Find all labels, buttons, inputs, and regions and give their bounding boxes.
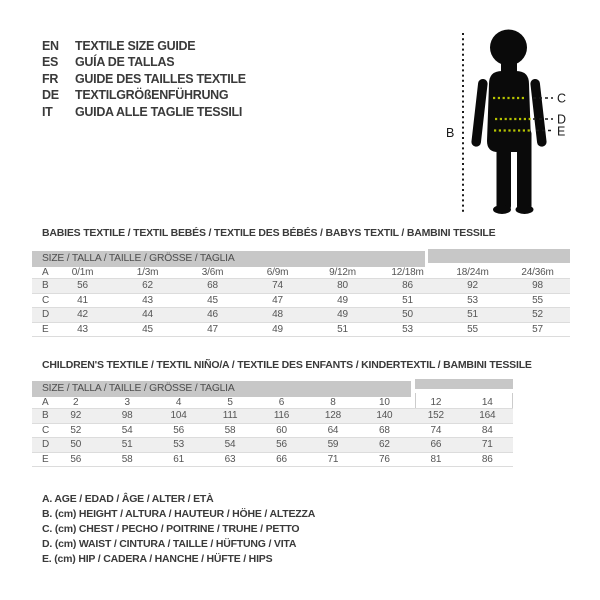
waist-label: D [557,112,567,127]
table-cell: 68 [379,424,390,436]
header-bar-right-segment [428,249,570,267]
table-cell: 50 [402,309,413,320]
language-row [42,87,246,103]
children-section-title: CHILDREN'S TEXTILE / TEXTIL NIÑO/A / TEXTILE DES ENFANTS / KINDERTEXTIL / BAMBINI TESSILE [42,359,532,371]
hip-label: E [557,124,566,139]
chest-label: C [557,91,567,106]
babies-table-header: SIZE / TALLA / TAILLE / GRÖSSE / TAGLIA [32,251,570,267]
table-cell: 128 [324,410,341,421]
table-cell: 63 [224,453,236,465]
measurement-legend [42,492,315,567]
guide-title: TEXTILGRÖßENFÜHRUNG [75,88,229,103]
table-cell: 56 [173,424,184,436]
table-cell: 98 [532,280,543,291]
table-cell: 84 [481,424,493,436]
babies-section-title: BABIES TEXTILE / TEXTIL BEBÉS / TEXTILE DES BÉBÉS / BABYS TEXTIL / BAMBINI TESSILE [42,227,496,239]
table-cell: 45 [207,294,218,306]
table-cell: 56 [276,439,287,450]
table-cell: 68 [207,280,218,291]
table-row-D [32,438,513,453]
table-cell: 50 [70,439,82,450]
table-row-B [32,279,570,294]
table-cell: 66 [430,439,442,450]
row-label: D [42,439,50,450]
row-label: B [42,410,49,421]
table-cell: 61 [173,453,184,465]
table-cell: 44 [142,309,153,320]
table-cell: 56 [70,453,82,465]
table-cell: 52 [532,309,543,320]
language-code: DE [42,88,59,103]
table-cell: 74 [430,424,442,436]
table-cell: 92 [70,410,82,421]
table-cell: 42 [77,309,88,320]
table-cell: 1/3m [136,267,159,278]
table-cell: 56 [77,280,88,291]
row-label: E [42,323,49,335]
table-row-A [32,267,570,279]
guide-title: TEXTILE SIZE GUIDE [75,39,196,53]
children-size-table [32,381,513,467]
table-cell: 51 [337,323,348,335]
table-cell: 71 [481,439,493,450]
table-cell: 48 [272,309,283,320]
guide-title: GUIDE DES TAILLES TEXTILE [75,71,246,86]
table-cell: 53 [402,323,413,335]
guide-title: GUÍA DE TALLAS [75,55,175,70]
children-table-rows [32,397,513,467]
table-row-E [32,323,570,338]
table-row-A [32,397,513,409]
table-cell: 57 [532,323,543,335]
table-cell: 74 [272,280,283,291]
table-cell: 43 [77,323,88,335]
table-cell: 3 [124,397,130,408]
table-cell: 41 [77,294,88,306]
language-code: FR [42,71,59,86]
table-cell: 80 [337,280,348,291]
table-cell: 58 [121,453,133,465]
table-cell: 71 [327,453,339,465]
table-cell: 55 [532,294,543,306]
legend-height: B. (cm) HEIGHT / ALTURA / HAUTEUR / HÖHE / ALTEZZA [42,508,316,520]
table-cell: 66 [276,453,287,465]
table-cell: 53 [173,439,184,450]
child-measurement-figure [430,10,600,220]
table-cell: 2 [73,397,79,408]
row-label: B [42,280,49,291]
table-cell: 86 [402,280,413,291]
table-cell: 18/24m [456,267,489,278]
table-cell: 54 [224,439,236,450]
table-cell: 81 [430,453,442,465]
language-code: EN [42,39,59,53]
language-row [42,71,246,87]
table-cell: 3/6m [201,267,224,278]
header-bar-right-segment [415,379,513,393]
table-cell: 51 [402,294,413,306]
row-label: E [42,453,49,465]
table-row-C [32,424,513,439]
row-label: A [42,397,49,408]
table-cell: 62 [379,439,390,450]
language-row [42,104,246,120]
table-cell: 12 [430,397,442,408]
legend-age: A. AGE / EDAD / ÂGE / ALTER / ETÀ [42,493,214,505]
table-cell: 86 [481,453,493,465]
table-cell: 10 [379,397,390,408]
language-code: IT [42,104,53,119]
row-label: D [42,309,50,320]
legend-waist: D. (cm) WAIST / CINTURA / TAILLE / HÜFTUNG / VITA [42,538,297,550]
legend-chest: C. (cm) CHEST / PECHO / POITRINE / TRUHE / PETTO [42,523,300,535]
language-row [42,54,246,70]
table-cell: 51 [121,439,133,450]
table-cell: 6 [278,397,285,408]
table-row-D [32,308,570,323]
table-cell: 152 [427,410,444,421]
table-cell: 6/9m [266,267,289,278]
table-cell: 111 [222,410,238,421]
table-cell: 43 [142,294,153,306]
table-cell: 5 [227,397,233,408]
table-cell: 104 [170,410,187,421]
table-cell: 64 [327,424,339,436]
legend-hip: E. (cm) HIP / CADERA / HANCHE / HÜFTE / HIPS [42,553,273,565]
table-cell: 55 [467,323,478,335]
table-cell: 62 [142,280,153,291]
table-cell: 47 [272,294,283,306]
babies-size-table [32,251,570,337]
guide-title: GUIDA ALLE TAGLIE TESSILI [75,104,243,119]
language-code: ES [42,55,59,70]
table-cell: 116 [273,410,290,421]
language-title-block [42,38,246,120]
language-row [42,38,246,54]
table-cell: 53 [467,294,478,306]
row-label: A [42,267,49,278]
table-cell: 9/12m [329,267,356,278]
table-cell: 49 [337,309,348,320]
table-cell: 12/18m [391,267,424,278]
table-cell: 76 [379,453,390,465]
row-label: C [42,424,50,436]
table-cell: 14 [481,397,493,408]
table-cell: 49 [272,323,283,335]
table-cell: 45 [142,323,153,335]
table-row-E [32,453,513,468]
table-cell: 0/1m [71,267,94,278]
table-row-C [32,294,570,309]
table-cell: 164 [479,410,496,421]
table-cell: 24/36m [521,267,554,278]
table-cell: 140 [376,410,393,421]
table-cell: 4 [175,397,182,408]
table-cell: 98 [121,410,133,421]
table-cell: 46 [207,309,218,320]
table-cell: 59 [327,439,339,450]
table-cell: 58 [224,424,236,436]
table-cell: 47 [207,323,218,335]
table-cell: 51 [467,309,478,320]
table-cell: 49 [337,294,348,306]
table-cell: 8 [330,397,336,408]
table-cell: 60 [276,424,287,436]
table-cell: 92 [467,280,478,291]
height-label: B [446,126,455,140]
table-cell: 54 [121,424,133,436]
babies-table-rows [32,267,570,337]
child-silhouette-icon [471,30,547,215]
table-row-B [32,409,513,424]
table-cell: 52 [70,424,82,436]
children-table-header: SIZE / TALLA / TAILLE / GRÖSSE / TAGLIA [32,381,513,397]
row-label: C [42,294,50,306]
